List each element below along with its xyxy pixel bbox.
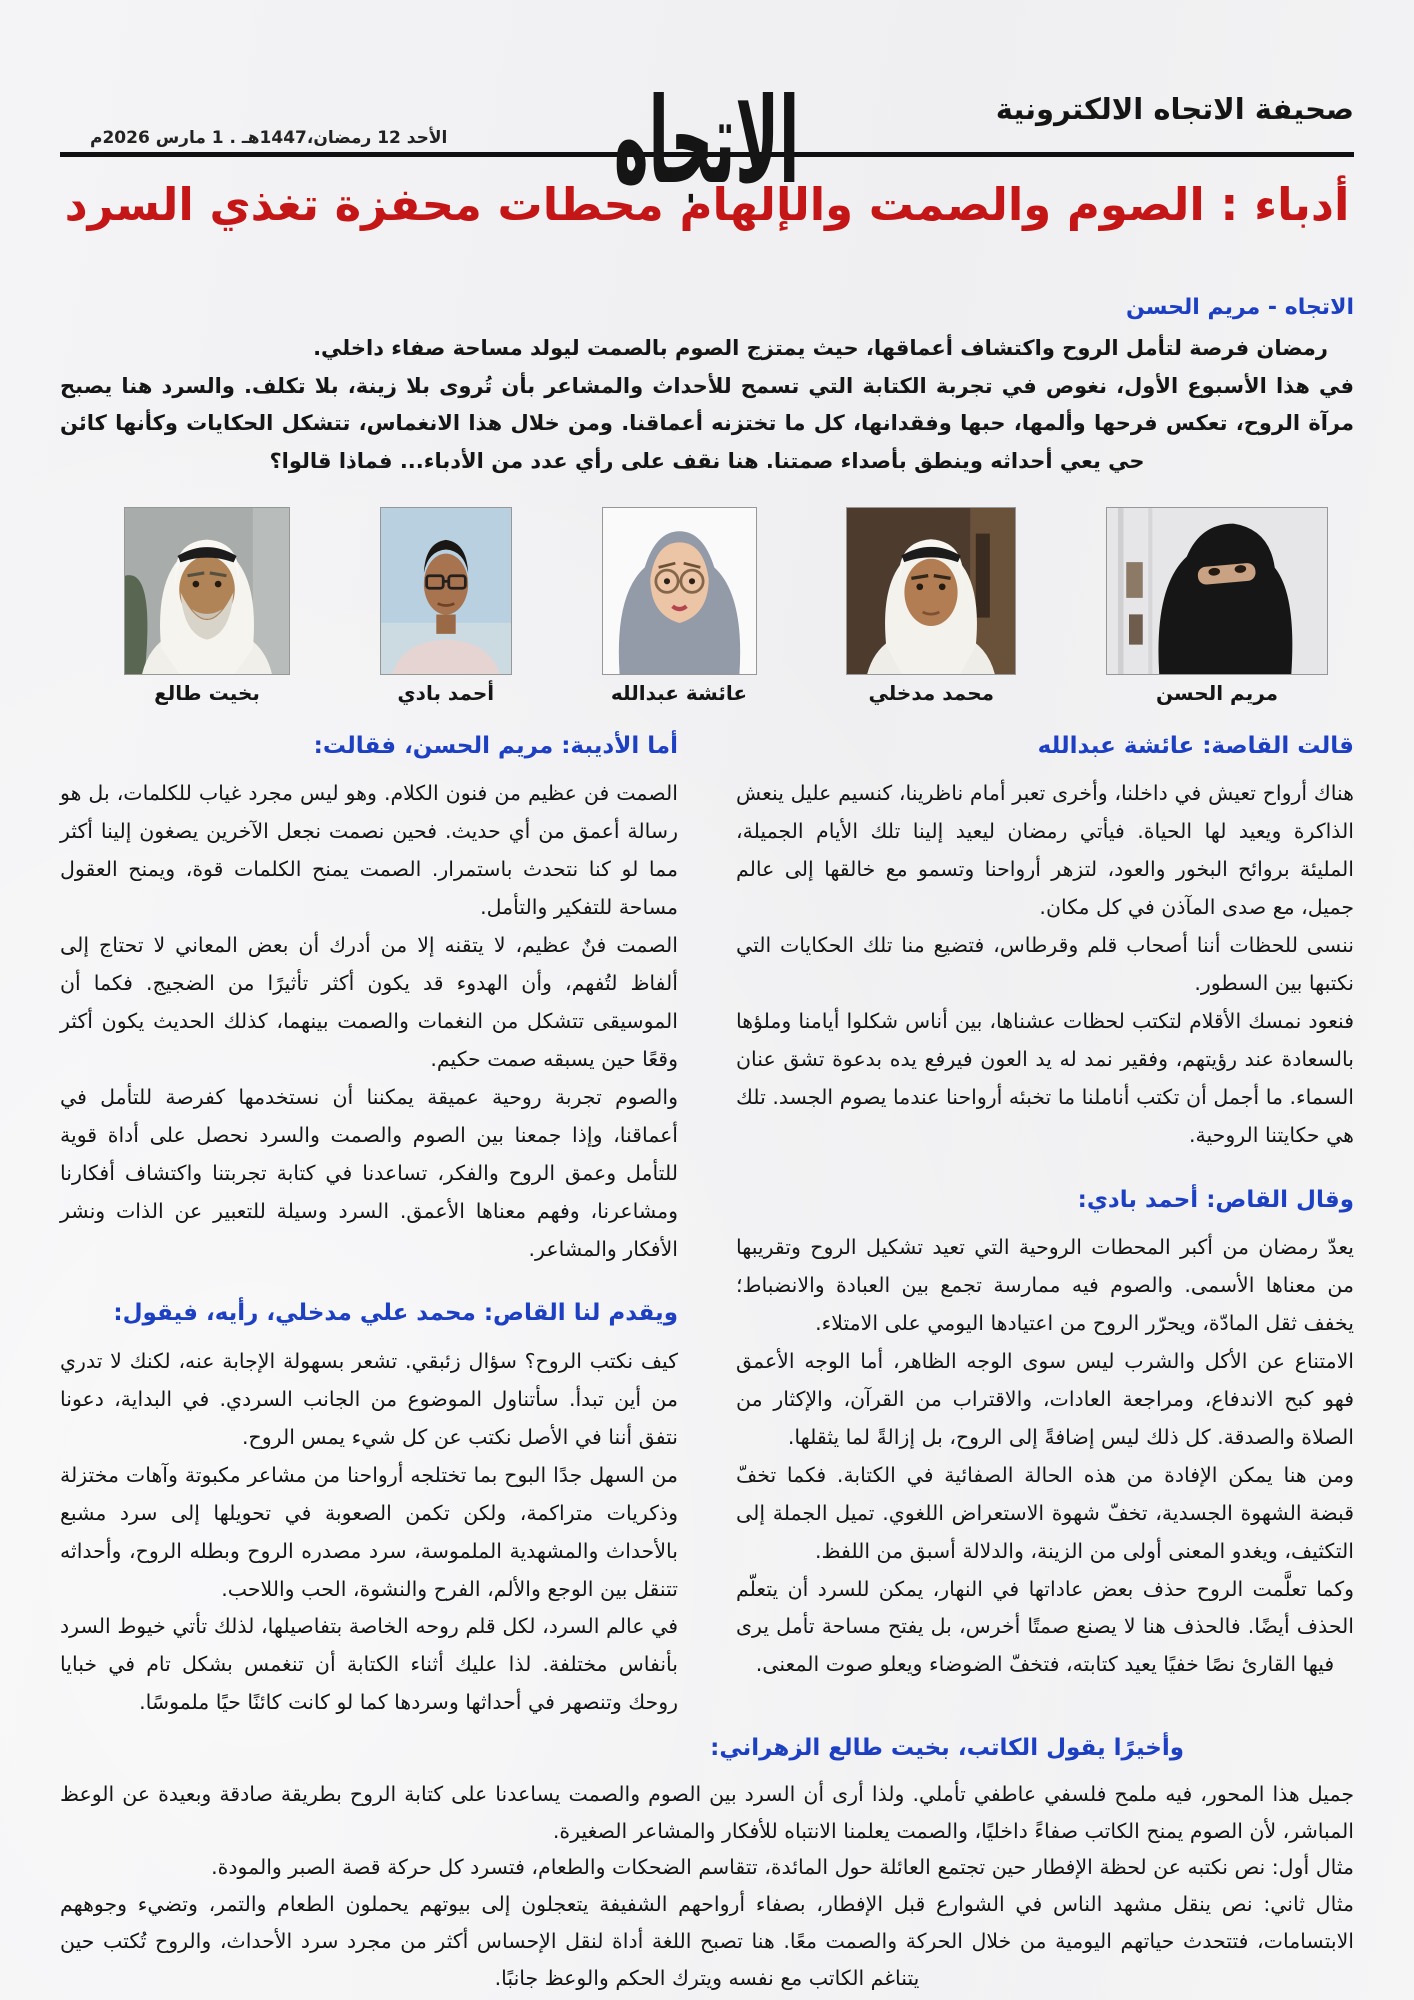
newspaper-logo-text: الاتجاه <box>614 74 800 212</box>
article-paragraph: مثال أول: نص نكتبه عن لحظة الإفطار حين تجتمع العائلة حول المائدة، تتقاسم الضحكات والطعام، فتسرد كل حركة قصة الصبر والمودة. <box>211 1855 1354 1880</box>
author-photo-mohammed-madkhali <box>846 507 1016 675</box>
article-paragraph: ومن هنا يمكن الإفادة من هذه الحالة الصفائية في الكتابة. فكما تخفّ قبضة الشهوة الجسدية، تخفّ شهوة الاستعراض اللغوي. تميل الجملة إلى التكثيف، ويغدو المعنى أولى من الزينة، والدلالة أسبق من اللفظ. <box>736 1462 1354 1563</box>
column-right <box>736 719 1354 1722</box>
newspaper-logo <box>606 74 808 212</box>
author-figure-mohammed-madkhali <box>846 507 1016 705</box>
author-caption: بخيت طالع <box>154 680 260 705</box>
author-caption: أحمد بادي <box>397 680 495 705</box>
author-caption: محمد مدخلي <box>868 680 994 705</box>
hijab-portrait-illustration <box>603 508 756 674</box>
author-figure-ahmed-badi <box>380 507 512 705</box>
author-caption: عائشة عبدالله <box>610 680 748 705</box>
column-left <box>60 719 678 1722</box>
newspaper-page <box>60 0 1354 1997</box>
ghutra-portrait-illustration <box>847 508 1015 674</box>
glasses-portrait-illustration <box>381 508 511 674</box>
authors-photo-row <box>124 507 1328 705</box>
author-caption: مريم الحسن <box>1155 680 1279 705</box>
article-paragraph: مثال ثاني: نص ينقل مشهد الناس في الشوارع قبل الإفطار، بصفاء أرواحهم الشفيفة يتعجلون إلى بيوتهم يحملون الطعام والتمر، وتضيء وجوههم الابتسامات، فتتحدث حياتهم اليومية من خلال الحركة والصمت معًا. هنا تصبح اللغة أداة لنقل الإحساس أكثر من مجرد سرد الأحداث، والروح تُكتب حين يتناغم الكاتب مع نفسه ويترك الحكم والوعظ جانبًا. <box>60 1892 1354 1991</box>
bearded-ghutra-portrait-illustration <box>125 508 289 674</box>
article-paragraph: في عالم السرد، لكل قلم روحه الخاصة بتفاصيلها، لذلك تأتي خيوط السرد بأنفاس مختلفة. لذا عليك أثناء الكتابة أن تنغمس بشكل تام في خبايا روحك وتنصهر في أحداثها وسردها كما لو كانت كائنًا حيًا ملموسًا. <box>60 1614 678 1715</box>
article-paragraph: هناك أرواح تعيش في داخلنا، وأخرى تعبر أمام ناظرينا، كنسيم عليل ينعش الذاكرة ويعيد لها الحياة. فيأتي رمضان ليعيد إلينا تلك الأيام الجميلة، المليئة بروائح البخور والعود، لتزهر أرواحنا وتسمو مع خالقها إلى عالم جميل، مع صدى المآذن في كل مكان. <box>736 781 1354 920</box>
main-headline: أدباء : الصوم والصمت والإلهام محطات محفزة تغذي السرد <box>64 178 1350 231</box>
author-figure-bakhit-tale <box>124 507 290 705</box>
article-paragraph: يعدّ رمضان من أكبر المحطات الروحية التي تعيد تشكيل الروح وتقريبها من معناها الأسمى. والصوم فيه ممارسة تجمع بين العبادة والانضباط؛ يخفف ثقل المادّة، ويحرّر الروح من اعتيادها اليومي على الامتلاء. <box>736 1235 1354 1336</box>
article-paragraph: فنعود نمسك الأقلام لتكتب لحظات عشناها، بين أناس شكلوا أيامنا وملؤها بالسعادة عند رؤيتهم، وفقير نمد له يد العون فيرفع يده بدعوة تشق عنان السماء. ما أجمل أن تكتب أناملنا ما تخبئه أرواحنا عندما يصوم الجسد. تلك هي حكايتنا الروحية. <box>736 1009 1354 1147</box>
article-paragraph: جميل هذا المحور، فيه ملمح فلسفي عاطفي تأملي. ولذا أرى أن السرد بين الصوم والصمت يساعدنا على كتابة الروح بطريقة صادقة وبعيدة عن الوعظ المباشر، لأن الصوم يمنح الكاتب صفاءً داخليًا، والصمت يعلمنا الانتباه للأفكار والمشاعر الصغيرة. <box>60 1781 1354 1843</box>
section-heading-aisha: قالت القاصة: عائشة عبدالله <box>1037 732 1354 759</box>
author-photo-aisha-abdullah <box>602 507 757 675</box>
intro-lead: رمضان فرصة لتأمل الروح واكتشاف أعماقها، حيث يمتزج الصوم بالصمت ليولد مساحة صفاء داخلي. <box>313 335 1328 360</box>
article-paragraph: كيف نكتب الروح؟ سؤال زئبقي. تشعر بسهولة الإجابة عنه، لكنك لا تدري من أين تبدأ. سأتناول الموضوع من الجانب السردي. في البداية، دعونا نتفق أننا في الأصل نكتب عن كل شيء يمس الروح. <box>60 1349 678 1449</box>
section-heading-mariam: أما الأديبة: مريم الحسن، فقالت: <box>313 732 678 759</box>
intro-body: في هذا الأسبوع الأول، نغوص في تجربة الكتابة التي تسمح للأحداث والمشاعر بأن تُروى بلا زينة، بلا تكلف. والسرد هنا يصبح مرآة الروح، تعكس فرحها وألمها، حبها وفقدانها، كل ما تختزنه أعماقنا. ومن خلال هذا الانغماس، تتشكل الحكايات وكأنها كائن حي يعي أحداثه وينطق بأصداء صمتنا. هنا نقف على رأي عدد من الأدباء... فماذا قالوا؟ <box>60 373 1354 474</box>
footer-section <box>60 1728 1354 1997</box>
section-heading-mohammed-madkhali: ويقدم لنا القاص: محمد علي مدخلي، رأيه، فيقول: <box>113 1300 678 1327</box>
article-paragraph: الصمت فن عظيم من فنون الكلام. وهو ليس مجرد غياب للكلمات، بل هو رسالة أعمق من أي حديث. فحين نصمت نجعل الآخرين يصغون إلينا أكثر مما لو كنا نتحدث باستمرار. الصمت يمنح الكلمات قوة، ويمنح العقول مساحة للتفكير والتأمل. <box>60 781 678 920</box>
article-paragraph: من السهل جدًا البوح بما تختلجه أرواحنا من مشاعر مكبوتة وآهات مختزلة وذكريات متراكمة، ولكن تكمن الصعوبة في تحويلها إلى سرد مشبع بالأحداث والمشهدية الملموسة، سرد مصدره الروح وبطله الروح، وأحداثه تتنقل بين الوجع والألم، الفرح والنشوة، الحب واللاحب. <box>60 1462 678 1601</box>
article-paragraph: والصوم تجربة روحية عميقة يمكننا أن نستخدمها كفرصة للتأمل في أعماقنا، وإذا جمعنا بين الصوم والصمت والسرد نحصل على أداة قوية للتأمل وعمق الروح والفكر، تساعدنا في كتابة تجربتنا واكتشاف أفكارنا ومشاعرنا، وفهم معناها الأعمق. السرد وسيلة للتعبير عن الذات ونشر الأفكار والمشاعر. <box>60 1084 678 1261</box>
author-photo-bakhit-tale <box>124 507 290 675</box>
byline: الاتجاه - مريم الحسن <box>1125 294 1354 320</box>
intro-paragraph <box>60 330 1354 481</box>
niqab-portrait-illustration <box>1107 508 1327 674</box>
section-heading-bakhit-alzahrani: وأخيرًا يقول الكاتب، بخيت طالع الزهراني: <box>710 1735 1184 1762</box>
article-paragraph: ننسى للحظات أننا أصحاب قلم وقرطاس، فتضيع منا تلك الحكايات التي نكتبها بين السطور. <box>736 933 1354 996</box>
article-paragraph: وكما تعلَّمت الروح حذف بعض عاداتها في النهار، يمكن للسرد أن يتعلّم الحذف أيضًا. فالحذف هنا لا يصنع صمتًا أخرس، بل يفتح مساحة تأمل يرى فيها القارئ نصًا خفيًا يعيد كتابته، فتخفّ الضوضاء ويعلو صوت المعنى. <box>736 1576 1354 1677</box>
author-photo-mariam-alhassan <box>1106 507 1328 675</box>
newspaper-name: صحيفة الاتجاه الالكترونية <box>995 92 1354 126</box>
article-paragraph: الامتناع عن الأكل والشرب ليس سوى الوجه الظاهر، أما الوجه الأعمق فهو كبح الاندفاع، ومراجعة العادات، والاقتراب من القرآن، والإكثار من الصلاة والصدقة. كل ذلك ليس إضافةً إلى الروح، بل إزالةً لما يثقلها. <box>736 1349 1354 1449</box>
author-figure-mariam-alhassan <box>1106 507 1328 705</box>
section-heading-ahmed-badi: وقال القاص: أحمد بادي: <box>1077 1186 1354 1213</box>
article-columns <box>60 719 1354 1722</box>
issue-date: الأحد 12 رمضان،1447هـ . 1 مارس 2026م <box>90 128 448 148</box>
author-figure-aisha-abdullah <box>602 507 757 705</box>
article-paragraph: الصمت فنٌ عظيم، لا يتقنه إلا من أدرك أن بعض المعاني لا تحتاج إلى ألفاظ لتُفهم، وأن الهدوء قد يكون أكثر تأثيرًا من الضجيج. فكما أن الموسيقى تتشكل من النغمات والصمت بينهما، كذلك الحديث يكون أكثر وقعًا حين يسبقه صمت حكيم. <box>60 933 678 1071</box>
author-photo-ahmed-badi <box>380 507 512 675</box>
